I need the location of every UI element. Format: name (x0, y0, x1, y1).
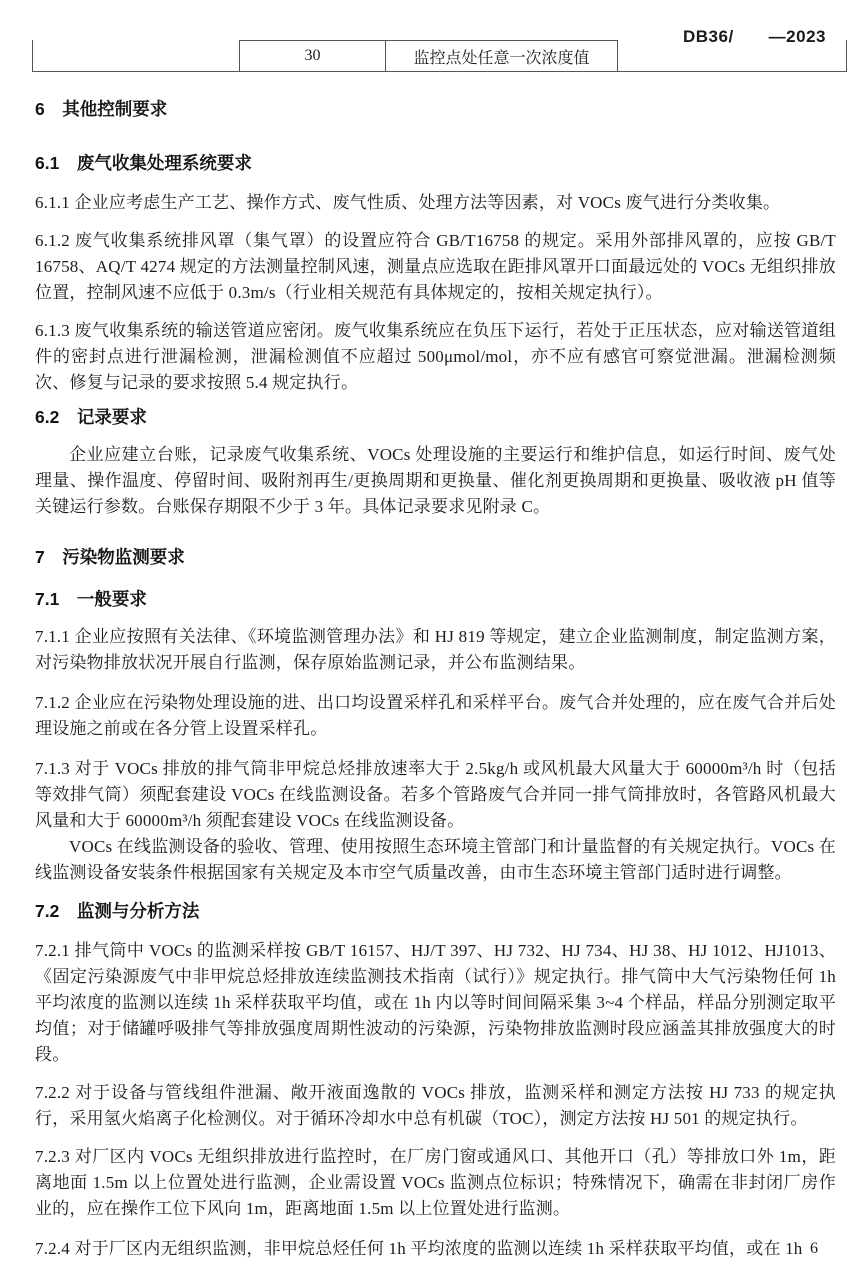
section-7-heading: 7 污染物监测要求 (35, 547, 185, 567)
table-fragment (32, 40, 847, 72)
table-cell-value: 30 (239, 40, 386, 71)
document-body (0, 88, 868, 1262)
doc-code-header: DB36/ —2023 (682, 27, 826, 46)
section-6-heading: 6 其他控制要求 (35, 99, 168, 119)
paragraph-7-2-2: 7.2.2 对于设备与管线组件泄漏、敞开液面逸散的 VOCs 排放，监测采样和测定方法按 HJ 733 的规定执行，采用氢火焰离子化检测仪。对于循环冷却水中总有机碳（TOC），测定方法按 HJ 501 的规定执行。 (35, 1083, 836, 1128)
paragraph-7-1-1: 7.1.1 企业应按照有关法律、《环境监测管理办法》和 HJ 819 等规定，建立企业监测制度，制定监测方案，对污染物排放状况开展自行监测，保存原始监测记录，并公布监测结果。 (35, 627, 836, 672)
paragraph-6-2: 企业应建立台账，记录废气收集系统、VOCs 处理设施的主要运行和维护信息，如运行时间、废气处理量、操作温度、停留时间、吸附剂再生/更换周期和更换量、催化剂更换周期和更换量、吸收液 pH 值等关键运行参数。台账保存期限不少于 3 年。具体记录要求见附录 C。 (35, 445, 836, 516)
section-6-2-heading: 6.2 记录要求 (35, 407, 147, 427)
paragraph-7-2-4: 7.2.4 对于厂区内无组织监测，非甲烷总烃任何 1h 平均浓度的监测以连续 1h 采样获取平均值，或在 1h (35, 1239, 803, 1258)
paragraph-6-1-1: 6.1.1 企业应考虑生产工艺、操作方式、废气性质、处理方法等因素，对 VOCs 废气进行分类收集。 (35, 193, 781, 212)
paragraph-6-1-2: 6.1.2 废气收集系统排风罩（集气罩）的设置应符合 GB/T16758 的规定。采用外部排风罩的，应按 GB/T 16758、AQ/T 4274 规定的方法测量控制风速，测量点应选取在距排风罩开口面最远处的 VOCs 无组织排放位置，控制风速不应低于 0.3m/s（行业相关规范有具体规定的，按相关规定执行）。 (35, 231, 836, 302)
paragraph-7-2-1: 7.2.1 排气筒中 VOCs 的监测采样按 GB/T 16157、HJ/T 397、HJ 732、HJ 734、HJ 38、HJ 1012、HJ1013、《固定污染源废气中非甲烷总烃排放连续监测技术指南（试行）》规定执行。排气筒中大气污染物任何 1h 平均浓度的监测以连续 1h 采样获取平均值，或在 1h 内以等时间间隔采集 3~4 个样品，样品分别测定取平均值；对于储罐呼吸排气等排放强度周期性波动的污染源，污染物排放监测时段应涵盖其排放强度大的时段。 (35, 941, 836, 1064)
section-6-1-heading: 6.1 废气收集处理系统要求 (35, 153, 252, 173)
paragraph-7-1-3: 7.1.3 对于 VOCs 排放的排气筒非甲烷总烃排放速率大于 2.5kg/h 或风机最大风量大于 60000m³/h 时（包括等效排气筒）须配套建设 VOCs 在线监测设备。若多个管路废气合并同一排气筒排放时，各管路风机最大风量和大于 60000m³/h 须配套建设 VOCs 在线监测设备。 (35, 759, 836, 830)
paragraph-7-1-3-continued: VOCs 在线监测设备的验收、管理、使用按照生态环境主管部门和计量监督的有关规定执行。VOCs 在线监测设备安装条件根据国家有关规定及本市空气质量改善，由市生态环境主管部门适时进行调整。 (35, 837, 836, 882)
paragraph-6-1-3: 6.1.3 废气收集系统的输送管道应密闭。废气收集系统应在负压下运行，若处于正压状态，应对输送管道组件的密封点进行泄漏检测，泄漏检测值不应超过 500μmol/mol，亦不应有感官可察觉泄漏。泄漏检测频次、修复与记录的要求按照 5.4 规定执行。 (35, 321, 836, 392)
paragraph-7-1-2: 7.1.2 企业应在污染物处理设施的进、出口均设置采样孔和采样平台。废气合并处理的，应在废气合并后处理设施之前或在各分管上设置采样孔。 (35, 693, 836, 738)
section-7-2-heading: 7.2 监测与分析方法 (35, 901, 200, 921)
page-number: 6 (810, 1240, 818, 1257)
section-7-1-heading: 7.1 一般要求 (35, 589, 147, 609)
table-cell-label: 监控点处任意一次浓度值 (386, 40, 618, 71)
paragraph-7-2-3: 7.2.3 对厂区内 VOCs 无组织排放进行监控时，在厂房门窗或通风口、其他开口（孔）等排放口外 1m，距离地面 1.5m 以上位置处进行监测，企业需设置 VOCs 监测点位标识；特殊情况下，确需在非封闭厂房作业的，应在操作工位下风向 1m，距离地面 1.5m 以上位置处进行监测。 (35, 1147, 836, 1218)
